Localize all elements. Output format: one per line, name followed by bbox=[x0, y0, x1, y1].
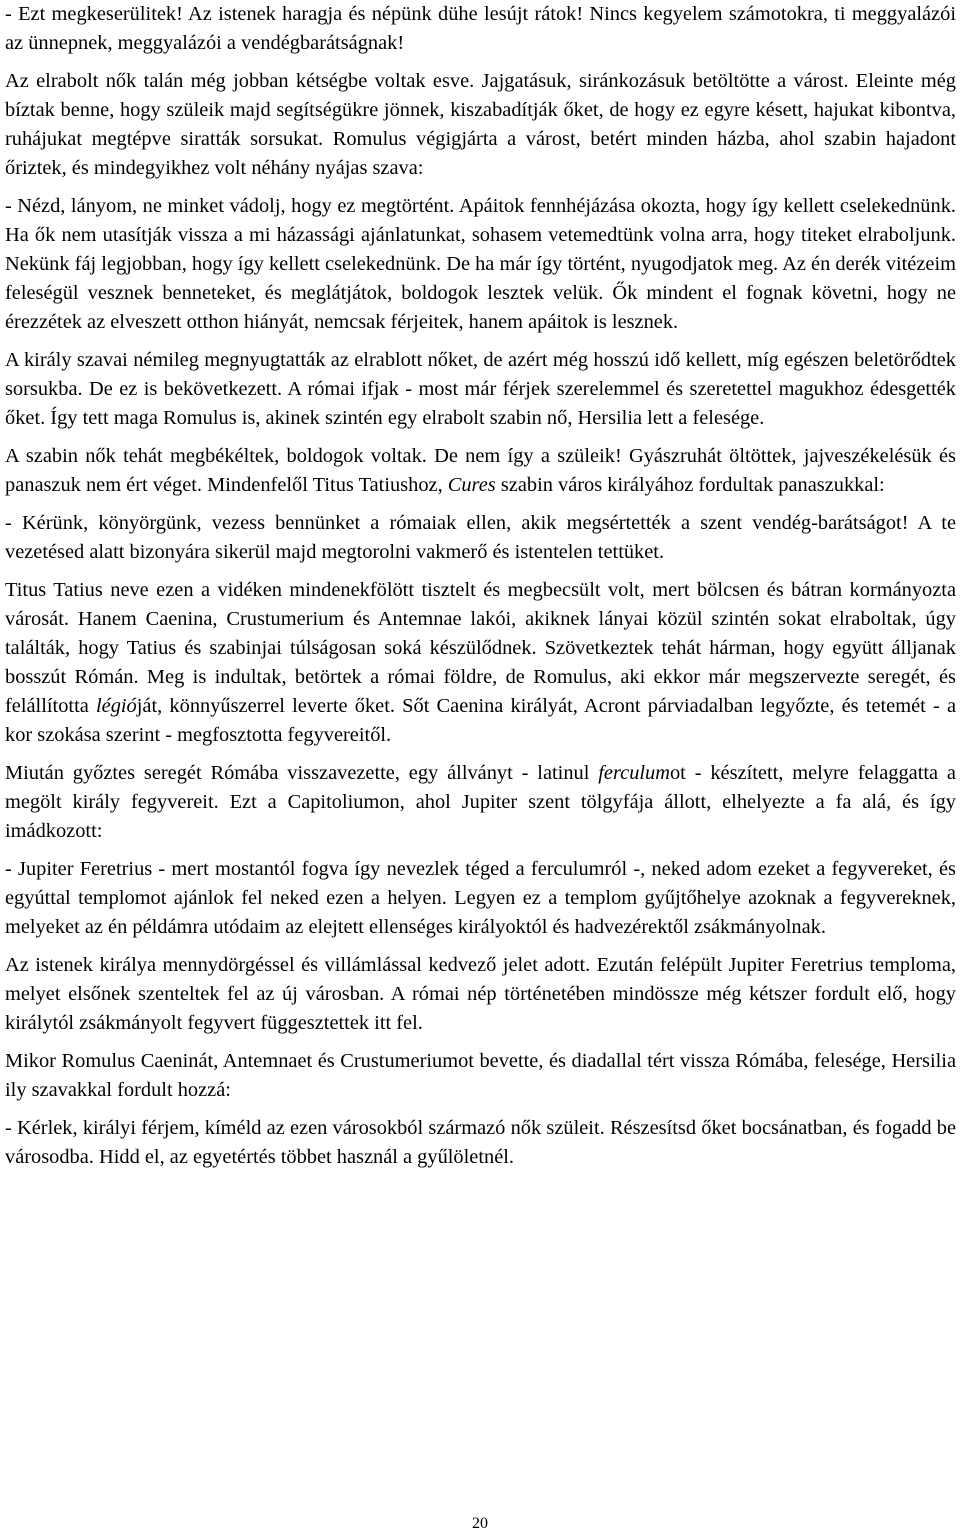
paragraph bbox=[5, 855, 956, 942]
italic-term: Cures bbox=[447, 474, 496, 496]
text-run: Mikor Romulus Caeninát, Antemnaet és Crustumeriumot bevette, és diadallal tért vissza Rómába, felesége, Hersilia ily szavakkal fordult hozzá: bbox=[5, 1050, 956, 1101]
paragraph bbox=[5, 1047, 956, 1105]
text-run: A szabin nők tehát megbékéltek, boldogok voltak. De nem így a szüleik! Gyászruhát öltöttek, jajveszékelésük és panaszuk nem ért véget. Mindenfelől Titus Tatiushoz, bbox=[5, 445, 956, 496]
page-number: 20 bbox=[472, 1515, 488, 1532]
italic-term: légió bbox=[95, 695, 137, 717]
paragraph bbox=[5, 509, 956, 567]
text-run: ját, könnyűszerrel leverte őket. Sőt Caenina királyát, Acront párviadalban legyőzte, és tetemét - a kor szokása szerint - megfosztotta fegyvereitől. bbox=[5, 695, 956, 746]
italic-term: ferculum bbox=[598, 762, 670, 784]
paragraph bbox=[5, 576, 956, 750]
paragraph bbox=[5, 346, 956, 433]
paragraph bbox=[5, 1114, 956, 1172]
text-run: Az istenek királya mennydörgéssel és villámlással kedvező jelet adott. Ezután felépült Jupiter Feretrius temploma, melyet elsőnek szenteltek fel az új városban. A római nép történetében mindössze még kétszer fordult elő, hogy királytól zsákmányolt fegyvert függesztettek itt fel. bbox=[5, 954, 956, 1034]
paragraph bbox=[5, 442, 956, 500]
text-body bbox=[5, 0, 956, 1181]
paragraph bbox=[5, 951, 956, 1038]
paragraph bbox=[5, 759, 956, 846]
text-run: Miután győztes seregét Rómába visszavezette, egy állványt - latinul bbox=[5, 762, 599, 784]
text-run: A király szavai némileg megnyugtatták az elrablott nőket, de azért még hosszú idő kellett, míg egészen beletörődtek sorsukba. De ez is bekövetkezett. A római ifjak - most már férjek szerelemmel és szeretettel magukhoz édesgették őket. Így tett maga Romulus is, akinek szintén egy elrabolt szabin nő, Hersilia lett a felesége. bbox=[5, 349, 956, 429]
text-run: - Ezt megkeserülitek! Az istenek haragja és népünk dühe lesújt rátok! Nincs kegyelem számotokra, ti meggyalázói az ünnepnek, meggyalázói a vendégbarátságnak! bbox=[5, 3, 956, 54]
paragraph bbox=[5, 192, 956, 337]
text-run: - Kérünk, könyörgünk, vezess bennünket a rómaiak ellen, akik megsértették a szent vendég-barátságot! A te vezetésed alatt bizonyára sikerül majd megtorolni vakmerő és istentelen tettüket. bbox=[5, 512, 956, 563]
text-run: ot - készített, melyre felaggatta a megölt király fegyvereit. Ezt a Capitoliumon, ahol Jupiter szent tölgyfája állott, elhelyezte a fa alá, és így imádkozott: bbox=[5, 762, 956, 842]
text-run: - Jupiter Feretrius - mert mostantól fogva így nevezlek téged a ferculumról -, neked adom ezeket a fegyvereket, és egyúttal templomot ajánlok fel neked ezen a helyen. Legyen ez a templom gyűjtőhelye azoknak a fegyvereknek, melyeket az én példámra utódaim az elejtett ellenséges királyoktól és hadvezérektől zsákmányolnak. bbox=[5, 858, 956, 938]
paragraph bbox=[5, 0, 956, 58]
text-run: - Nézd, lányom, ne minket vádolj, hogy ez megtörtént. Apáitok fennhéjázása okozta, hogy így kellett cselekednünk. Ha ők nem utasítják vissza a mi házassági ajánlatunkat, sohasem vetemedtünk volna arra, hogy titeket elraboljunk. Nekünk fáj legjobban, hogy így kellett cselekednünk. De ha már így történt, nyugodjatok meg. Az én derék vitézeim feleségül vesznek benneteket, és meglátjátok, boldogok lesztek velük. Ők mindent el fognak követni, hogy ne érezzétek az elveszett otthon hiányát, nemcsak férjeitek, hanem apáitok is lesznek. bbox=[5, 195, 956, 333]
text-run: Titus Tatius neve ezen a vidéken mindenekfölött tisztelt és megbecsült volt, mert bölcsen és bátran kormányozta városát. Hanem Caenina, Crustumerium és Antemnae lakói, akiknek lányai közül szintén sokat elraboltak, úgy találták, hogy Tatius és szabinjai túlságosan soká készülődnek. Szövetkeztek tehát hárman, hogy együtt álljanak bosszút Rómán. Meg is indultak, betörtek a római földre, de Romulus, aki ekkor már megszervezte seregét, és felállította bbox=[5, 579, 956, 717]
text-run: szabin város királyához fordultak panaszukkal: bbox=[495, 474, 885, 496]
text-run: - Kérlek, királyi férjem, kíméld az ezen városokból származó nők szüleit. Részesítsd őket bocsánatban, és fogadd be városodba. Hidd el, az egyetértés többet használ a gyűlöletnél. bbox=[5, 1117, 956, 1168]
text-run: Az elrabolt nők talán még jobban kétségbe voltak esve. Jajgatásuk, siránkozásuk betöltötte a várost. Eleinte még bíztak benne, hogy szüleik majd segítségükre jönnek, kiszabadítják őket, de hogy ez egyre késett, hajukat kibontva, ruhájukat megtépve siratták sorsukat. Romulus végigjárta a várost, betért minden házba, ahol szabin hajadont őriztek, és mindegyikhez volt néhány nyájas szava: bbox=[5, 70, 956, 179]
paragraph bbox=[5, 67, 956, 183]
